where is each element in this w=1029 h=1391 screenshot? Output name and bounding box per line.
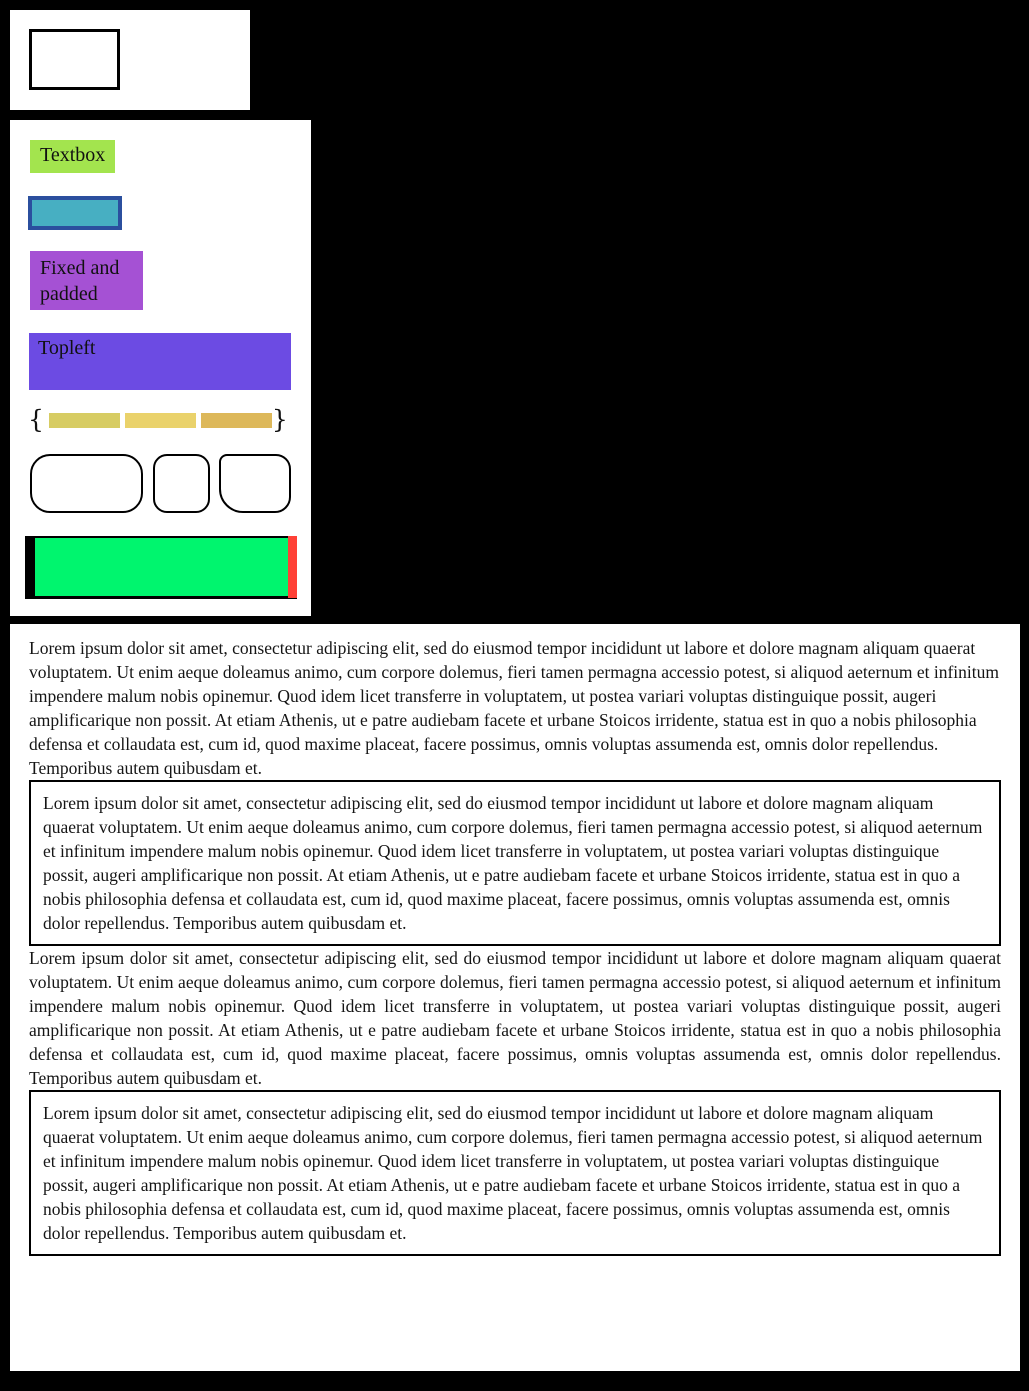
swatch-third bbox=[201, 413, 272, 428]
open-brace: { bbox=[28, 405, 44, 434]
text-input-box[interactable] bbox=[28, 196, 122, 230]
progress-bar-track bbox=[25, 536, 297, 599]
textbox-label: Textbox bbox=[30, 140, 115, 173]
widget-panel bbox=[10, 120, 311, 616]
paragraph-plain: Lorem ipsum dolor sit amet, consectetur adipiscing elit, sed do eiusmod tempor incididunt ut labore et dolore magnam aliquam quaerat voluptatem. Ut enim aeque doleamus animo, cum corpore dolemus, fieri tamen permagna accessio potest, si aliquod aeternum et infinitum impendere malum nobis opinemur. Quod idem licet transferre in voluptatem, ut postea variari voluptas distinguique possit, augeri amplificarique non possit. At etiam Athenis, ut e patre audiebam facete et urbane Stoicos irridente, statua est in quo a nobis philosophia defensa et collaudata est, cum id, quod maxime placeat, facere possimus, omnis voluptas assumenda est, omnis dolor repellendus. Temporibus autem quibusdam et. bbox=[29, 638, 999, 778]
close-brace: } bbox=[271, 405, 288, 434]
swatch-second bbox=[125, 413, 196, 428]
swatch-first bbox=[49, 413, 120, 428]
paragraph-bordered-second: Lorem ipsum dolor sit amet, consectetur adipiscing elit, sed do eiusmod tempor incididunt ut labore et dolore magnam aliquam quaerat voluptatem. Ut enim aeque doleamus animo, cum corpore dolemus, fieri tamen permagna accessio potest, si aliquod aeternum et infinitum impendere malum nobis opinemur. Quod idem licet transferre in voluptatem, ut postea variari voluptas distinguique possit, augeri amplificarique non possit. At etiam Athenis, ut e patre audiebam facete et urbane Stoicos irridente, statua est in quo a nobis philosophia defensa et collaudata est, cum id, quod maxime placeat, facere possimus, omnis voluptas assumenda est, omnis dolor repellendus. Temporibus autem quibusdam et. bbox=[29, 1090, 1001, 1256]
progress-bar-fill bbox=[35, 538, 288, 596]
paragraph-bordered-first: Lorem ipsum dolor sit amet, consectetur adipiscing elit, sed do eiusmod tempor incididunt ut labore et dolore magnam aliquam quaerat voluptatem. Ut enim aeque doleamus animo, cum corpore dolemus, fieri tamen permagna accessio potest, si aliquod aeternum et infinitum impendere malum nobis opinemur. Quod idem licet transferre in voluptatem, ut postea variari voluptas distinguique possit, augeri amplificarique non possit. At etiam Athenis, ut e patre audiebam facete et urbane Stoicos irridente, statua est in quo a nobis philosophia defensa et collaudata est, cum id, quod maxime placeat, facere possimus, omnis voluptas assumenda est, omnis dolor repellendus. Temporibus autem quibusdam et. bbox=[29, 780, 1001, 946]
topleft-box: Topleft bbox=[29, 333, 291, 390]
outlined-box bbox=[29, 29, 120, 90]
swatch-row bbox=[28, 406, 288, 434]
top-panel bbox=[10, 10, 250, 110]
lorem-text-panel bbox=[10, 624, 1020, 1371]
progress-bar-end-cap bbox=[288, 536, 297, 598]
rounded-box-large bbox=[30, 454, 143, 513]
rounded-box-asymmetric bbox=[219, 454, 291, 513]
paragraph-justified: Lorem ipsum dolor sit amet, consectetur adipiscing elit, sed do eiusmod tempor incididunt ut labore et dolore magnam aliquam quaerat voluptatem. Ut enim aeque doleamus animo, cum corpore dolemus, fieri tamen permagna accessio potest, si aliquod aeternum et infinitum impendere malum nobis opinemur. Quod idem licet transferre in voluptatem, ut postea variari voluptas distinguique possit, augeri amplificarique non possit. At etiam Athenis, ut e patre audiebam facete et urbane Stoicos irridente, statua est in quo a nobis philosophia defensa et collaudata est, cum id, quod maxime placeat, facere possimus, omnis voluptas assumenda est, omnis dolor repellendus. Temporibus autem quibusdam et. bbox=[29, 948, 1001, 1088]
rounded-box-small bbox=[153, 454, 210, 513]
rounded-box-row bbox=[10, 454, 311, 513]
fixed-padded-box: Fixed and padded bbox=[30, 251, 143, 310]
